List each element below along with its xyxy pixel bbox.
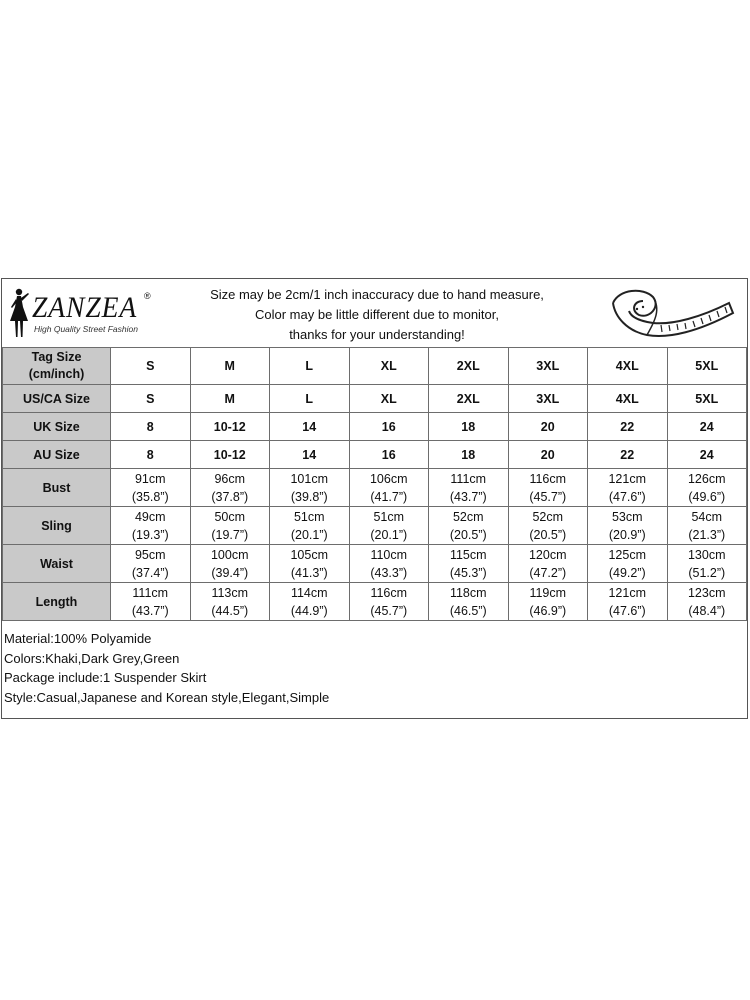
inch-value: (43.7”) <box>449 489 487 504</box>
cm-value: 111cm <box>132 585 169 600</box>
measurement-cell <box>270 469 350 507</box>
row-header <box>3 348 111 385</box>
inch-value: (51.2”) <box>688 565 726 580</box>
cm-value: 126cm <box>687 471 726 486</box>
measurement-cell <box>111 507 191 545</box>
inch-value: (46.9”) <box>529 603 567 618</box>
measurement-cell <box>508 583 588 621</box>
measurement-row <box>3 507 747 545</box>
size-cell: 4XL <box>588 385 668 413</box>
measurement-cell <box>429 507 509 545</box>
inch-value: (20.5”) <box>449 527 487 542</box>
inch-value: (43.7”) <box>131 603 169 618</box>
inch-value: (39.4”) <box>211 565 249 580</box>
size-row <box>3 385 747 413</box>
size-cell: 2XL <box>429 348 509 385</box>
size-cell: 10-12 <box>190 441 270 469</box>
cm-value: 91cm <box>134 471 166 486</box>
size-chart-sheet <box>1 278 748 719</box>
brand-tagline: High Quality Street Fashion <box>34 324 138 334</box>
inch-value: (20.1”) <box>370 527 408 542</box>
row-header: Waist <box>3 545 111 583</box>
inch-value: (44.5”) <box>211 603 249 618</box>
row-header-line: (cm/inch) <box>28 367 85 381</box>
measurement-cell <box>508 507 588 545</box>
size-table <box>2 347 747 621</box>
size-cell: 4XL <box>588 348 668 385</box>
inch-value: (45.7”) <box>529 489 567 504</box>
inch-value: (37.4”) <box>131 565 169 580</box>
notice-line: Size may be 2cm/1 inch inaccuracy due to hand measure, <box>210 287 544 302</box>
measurement-cell <box>349 469 429 507</box>
measurement-row <box>3 469 747 507</box>
inch-value: (41.3”) <box>290 565 328 580</box>
cm-value: 115cm <box>449 547 487 562</box>
size-cell: L <box>270 385 350 413</box>
size-cell: 24 <box>667 441 747 469</box>
measurement-cell <box>508 545 588 583</box>
measurement-cell <box>429 545 509 583</box>
style-text: Style:Casual,Japanese and Korean style,Elegant,Simple <box>4 689 330 705</box>
inch-value: (48.4”) <box>688 603 726 618</box>
size-cell: 18 <box>429 441 509 469</box>
row-header: US/CA Size <box>3 385 111 413</box>
size-cell: 16 <box>349 441 429 469</box>
measurement-cell <box>429 583 509 621</box>
measurement-cell <box>667 469 747 507</box>
size-cell: XL <box>349 348 429 385</box>
cm-value: 53cm <box>611 509 643 524</box>
cm-value: 101cm <box>290 471 329 486</box>
material-text: Material:100% Polyamide <box>4 631 152 646</box>
measurement-cell <box>190 507 270 545</box>
size-cell: 8 <box>111 441 191 469</box>
size-cell: 20 <box>508 441 588 469</box>
notice-line: Color may be little different due to monitor, <box>255 307 499 322</box>
size-cell: 8 <box>111 413 191 441</box>
inch-value: (47.6”) <box>608 603 646 618</box>
inch-value: (45.7”) <box>370 603 408 618</box>
size-cell: 5XL <box>667 348 747 385</box>
woman-silhouette-icon <box>6 287 32 341</box>
measurement-cell <box>270 545 350 583</box>
cm-value: 121cm <box>608 471 647 486</box>
row-header: Length <box>3 583 111 621</box>
size-cell: XL <box>349 385 429 413</box>
inch-value: (20.5”) <box>529 527 567 542</box>
colors-text: Colors:Khaki,Dark Grey,Green <box>4 650 180 666</box>
measurement-cell <box>667 583 747 621</box>
cm-value: 95cm <box>134 547 166 562</box>
inch-value: (37.8”) <box>211 489 249 504</box>
cm-value: 52cm <box>532 509 564 524</box>
cm-value: 54cm <box>691 509 723 524</box>
cm-value: 113cm <box>211 585 249 600</box>
cm-value: 111cm <box>450 471 487 486</box>
row-header: Bust <box>3 469 111 507</box>
measurement-cell <box>588 583 668 621</box>
size-cell: 18 <box>429 413 509 441</box>
inch-value: (49.6”) <box>688 489 726 504</box>
size-cell: 10-12 <box>190 413 270 441</box>
inch-value: (19.3”) <box>131 527 169 542</box>
measurement-cell <box>111 583 191 621</box>
inch-value: (19.7”) <box>211 527 249 542</box>
size-cell: 5XL <box>667 385 747 413</box>
measurement-cell <box>349 583 429 621</box>
cm-value: 114cm <box>290 585 328 600</box>
cm-value: 119cm <box>529 585 567 600</box>
measurement-cell <box>349 545 429 583</box>
brand-name: ZANZEA <box>32 291 138 324</box>
measurement-cell <box>429 469 509 507</box>
size-cell: S <box>111 348 191 385</box>
measurement-cell <box>588 469 668 507</box>
cm-value: 49cm <box>134 509 166 524</box>
package-text: Package include:1 Suspender Skirt <box>4 670 207 685</box>
measurement-cell <box>111 545 191 583</box>
cm-value: 96cm <box>214 471 246 486</box>
measurement-cell <box>508 469 588 507</box>
size-cell: L <box>270 348 350 385</box>
brand-logo <box>6 287 156 341</box>
cm-value: 116cm <box>370 585 408 600</box>
measurement-cell <box>111 469 191 507</box>
measurement-cell <box>667 545 747 583</box>
inch-value: (20.1”) <box>290 527 328 542</box>
measurement-cell <box>270 583 350 621</box>
cm-value: 106cm <box>369 471 408 486</box>
cm-value: 130cm <box>687 547 726 562</box>
measurement-cell <box>190 469 270 507</box>
size-cell: 3XL <box>508 348 588 385</box>
cm-value: 50cm <box>214 509 246 524</box>
cm-value: 51cm <box>293 509 325 524</box>
cm-value: 123cm <box>687 585 726 600</box>
size-row <box>3 441 747 469</box>
cm-value: 120cm <box>528 547 567 562</box>
size-cell: S <box>111 385 191 413</box>
inch-value: (47.2”) <box>529 565 567 580</box>
cm-value: 116cm <box>529 471 567 486</box>
cm-value: 105cm <box>290 547 329 562</box>
measurement-row <box>3 545 747 583</box>
measurement-cell <box>588 545 668 583</box>
row-header: Sling <box>3 507 111 545</box>
measurement-cell <box>667 507 747 545</box>
cm-value: 110cm <box>370 547 408 562</box>
cm-value: 121cm <box>608 585 647 600</box>
size-row <box>3 348 747 385</box>
measurement-row <box>3 583 747 621</box>
size-cell: 2XL <box>429 385 509 413</box>
size-cell: 14 <box>270 413 350 441</box>
size-cell: M <box>190 385 270 413</box>
inch-value: (41.7”) <box>370 489 408 504</box>
size-cell: 22 <box>588 441 668 469</box>
inch-value: (49.2”) <box>608 565 646 580</box>
size-cell: 22 <box>588 413 668 441</box>
measuring-tape-icon <box>609 281 739 345</box>
notice-line: thanks for your understanding! <box>289 327 465 342</box>
cm-value: 100cm <box>210 547 249 562</box>
cm-value: 52cm <box>452 509 484 524</box>
measurement-cell <box>270 507 350 545</box>
inch-value: (39.8”) <box>290 489 328 504</box>
cm-value: 118cm <box>449 585 487 600</box>
inch-value: (46.5”) <box>449 603 487 618</box>
row-header: UK Size <box>3 413 111 441</box>
inch-value: (47.6”) <box>608 489 646 504</box>
inch-value: (45.3”) <box>449 565 487 580</box>
size-row <box>3 413 747 441</box>
row-header: AU Size <box>3 441 111 469</box>
size-cell: 16 <box>349 413 429 441</box>
size-cell: M <box>190 348 270 385</box>
inch-value: (35.8”) <box>131 489 169 504</box>
registered-mark: ® <box>144 291 151 301</box>
inch-value: (21.3”) <box>688 527 726 542</box>
measurement-notice <box>172 285 582 345</box>
measurement-cell <box>190 545 270 583</box>
cm-value: 51cm <box>373 509 405 524</box>
size-cell: 24 <box>667 413 747 441</box>
measurement-cell <box>588 507 668 545</box>
measurement-cell <box>190 583 270 621</box>
size-cell: 14 <box>270 441 350 469</box>
inch-value: (20.9”) <box>608 527 646 542</box>
product-details <box>4 629 329 707</box>
measurement-cell <box>349 507 429 545</box>
cm-value: 125cm <box>608 547 647 562</box>
size-chart-header <box>2 279 747 347</box>
size-cell: 3XL <box>508 385 588 413</box>
size-cell: 20 <box>508 413 588 441</box>
inch-value: (43.3”) <box>370 565 408 580</box>
inch-value: (44.9”) <box>290 603 328 618</box>
row-header-line: Tag Size <box>31 350 82 364</box>
